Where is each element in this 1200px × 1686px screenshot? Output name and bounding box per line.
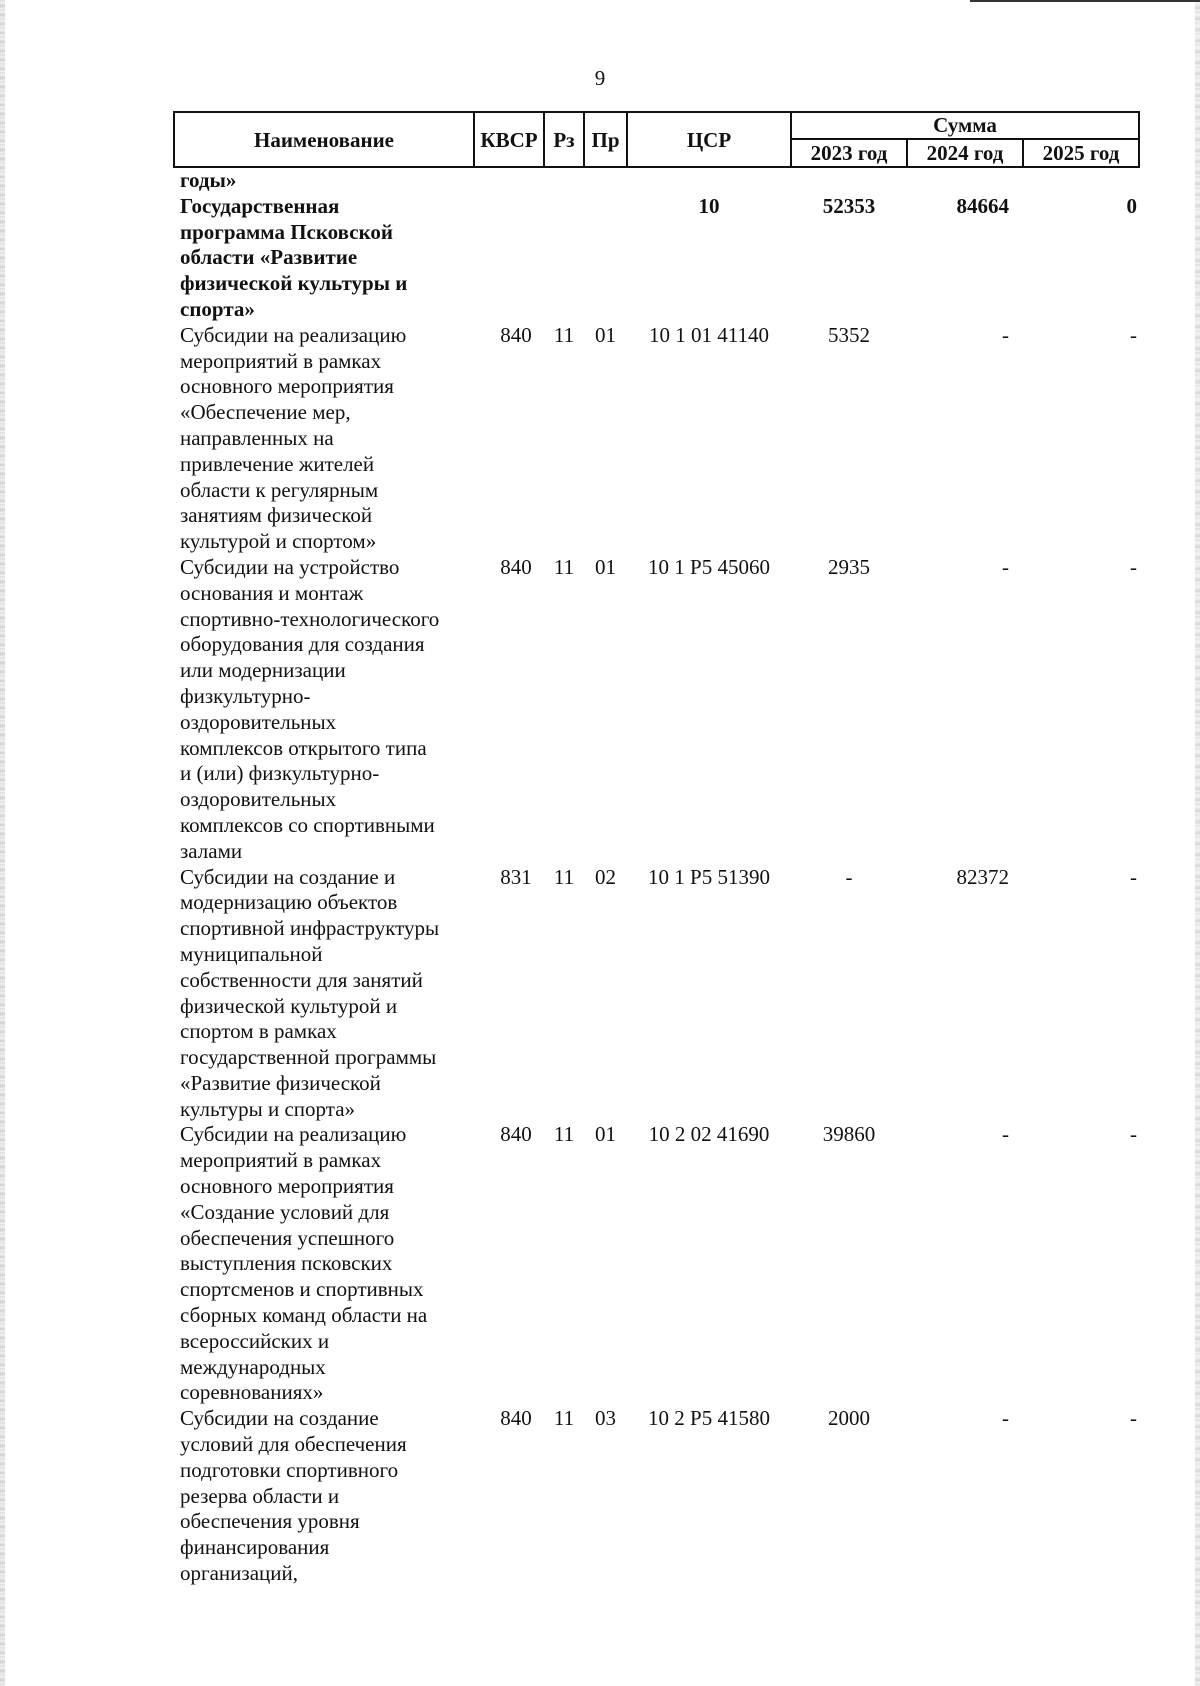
row-sum-2024: - — [1002, 1406, 1009, 1431]
row-name-line: Субсидии на создание — [180, 1406, 379, 1431]
row-name — [174, 555, 474, 865]
row-name-line: мероприятий в рамках — [180, 1148, 382, 1173]
row-kvsr: 840 — [500, 322, 532, 347]
header-pr: Пр — [584, 112, 627, 167]
budget-table — [173, 111, 1140, 1587]
row-name-line: Субсидии на создание и — [180, 864, 396, 889]
header-year-2025: 2025 год — [1023, 139, 1139, 167]
header-year-2023: 2023 год — [791, 139, 907, 167]
row-sum-2025: - — [1130, 322, 1137, 347]
row-name-line: годы» — [180, 168, 237, 192]
row-name-line: области к регулярным — [180, 477, 379, 502]
row-pr: 01 — [595, 554, 616, 579]
row-csr: 10 1 Р5 51390 — [648, 864, 770, 889]
row-kvsr: 840 — [500, 554, 532, 579]
header-rz: Рз — [544, 112, 584, 167]
row-sum-2025: - — [1130, 864, 1137, 889]
row-name-line: культурой и спортом» — [180, 529, 377, 554]
row-name — [174, 167, 474, 323]
row-name-line: организаций, — [180, 1561, 298, 1586]
table-header — [174, 112, 1139, 167]
row-name-line: программа Псковской — [180, 219, 394, 244]
row-sum-2023: 52353 — [822, 194, 876, 218]
row-name — [174, 1406, 474, 1587]
row-sum-2025: 0 — [1126, 194, 1137, 218]
row-rz — [544, 167, 584, 323]
table-body — [174, 167, 1139, 1587]
row-name-line: оздоровительных — [180, 709, 337, 734]
row-sum-2023: 39860 — [822, 1122, 876, 1147]
row-pr: 01 — [595, 1122, 616, 1147]
row-name-line: оздоровительных — [180, 787, 337, 812]
row-kvsr: 831 — [500, 864, 532, 889]
row-name-line: соревнованиях» — [180, 1380, 324, 1405]
row-name-line: залами — [180, 838, 243, 863]
row-rz: 11 — [553, 1122, 575, 1147]
row-name-line: «Обеспечение мер, — [180, 400, 351, 425]
row-rz: 11 — [553, 864, 575, 889]
row-name — [174, 323, 474, 555]
row-name-line: основания и монтаж — [180, 580, 364, 605]
row-name-line: муниципальной — [180, 941, 323, 966]
scan-edge-right — [1195, 0, 1200, 1686]
row-pr — [584, 167, 627, 323]
row-name-line: физкультурно- — [180, 683, 311, 708]
row-name-line: комплексов со спортивными — [180, 812, 435, 837]
row-name-line: привлечение жителей — [180, 451, 375, 476]
header-csr: ЦСР — [627, 112, 791, 167]
row-name-line: направленных на — [180, 425, 334, 450]
scan-line-top — [970, 0, 1200, 2]
row-kvsr: 840 — [500, 1122, 532, 1147]
row-name-line: Субсидии на реализацию — [180, 322, 407, 347]
row-name-line: физической культуры и — [180, 271, 408, 296]
row-name-line: спортивно-технологического — [180, 606, 440, 631]
row-name-line: сборных команд области на — [180, 1303, 428, 1328]
row-kvsr — [474, 167, 544, 323]
row-name-line: и (или) физкультурно- — [180, 761, 380, 786]
row-sum-2024: - — [1002, 1122, 1009, 1147]
row-pr: 03 — [595, 1406, 616, 1431]
row-name-line: резерва области и — [180, 1483, 340, 1508]
scan-edge-left — [0, 0, 5, 1686]
row-rz: 11 — [553, 1406, 575, 1431]
row-name — [174, 865, 474, 1123]
row-csr: 10 2 Р5 41580 — [648, 1406, 770, 1431]
row-name-line: «Создание условий для — [180, 1199, 390, 1224]
row-name-line: Государственная — [180, 193, 340, 218]
row-sum-2025: - — [1130, 1406, 1137, 1431]
row-sum-2024: 84664 — [956, 194, 1009, 218]
row-name-line: основного мероприятия — [180, 374, 394, 399]
row-name-line: модернизацию объектов — [180, 890, 398, 915]
table-row — [174, 865, 1139, 1123]
row-rz: 11 — [553, 554, 575, 579]
row-pr: 02 — [595, 864, 616, 889]
row-name-line: обеспечения уровня — [180, 1509, 360, 1534]
row-name-line: спортом в рамках — [180, 1019, 337, 1044]
row-name-line: условий для обеспечения — [180, 1432, 407, 1457]
row-name-line: спортивной инфраструктуры — [180, 916, 440, 941]
row-name-line: «Развитие физической — [180, 1070, 381, 1095]
row-name-line: собственности для занятий — [180, 967, 423, 992]
row-pr: 01 — [595, 322, 616, 347]
row-name-line: Субсидии на реализацию — [180, 1122, 407, 1147]
header-kvsr: КВСР — [474, 112, 544, 167]
row-csr: 10 — [698, 194, 720, 218]
row-sum-2024: 82372 — [956, 864, 1009, 889]
header-name: Наименование — [174, 112, 474, 167]
row-name-line: всероссийских и — [180, 1328, 330, 1353]
row-sum-2023: 2000 — [828, 1406, 870, 1431]
table-row — [174, 555, 1139, 865]
row-name-line: спорта» — [180, 296, 255, 321]
row-name-line: культуры и спорта» — [180, 1096, 356, 1121]
row-name-line: мероприятий в рамках — [180, 348, 382, 373]
table-row — [174, 1406, 1139, 1587]
table-row — [174, 1122, 1139, 1406]
row-name-line: области «Развитие — [180, 245, 358, 270]
row-sum-2023: 2935 — [828, 554, 870, 579]
row-sum-2025: - — [1130, 554, 1137, 579]
row-sum-2023: 5352 — [828, 322, 870, 347]
row-name — [174, 1122, 474, 1406]
row-sum-2024: - — [1002, 554, 1009, 579]
row-name-line: оборудования для создания — [180, 632, 425, 657]
row-csr: 10 2 02 41690 — [648, 1122, 770, 1147]
row-csr: 10 1 01 41140 — [649, 322, 769, 347]
row-name-line: или модернизации — [180, 658, 346, 683]
table-row — [174, 167, 1139, 323]
row-csr: 10 1 Р5 45060 — [648, 554, 770, 579]
row-name-line: Субсидии на устройство — [180, 554, 400, 579]
row-name-line: государственной программы — [180, 1045, 437, 1070]
row-name-line: международных — [180, 1354, 326, 1379]
row-name-line: подготовки спортивного — [180, 1457, 399, 1482]
row-name-line: спортсменов и спортивных — [180, 1277, 424, 1302]
header-sum: Сумма — [791, 112, 1139, 139]
row-name-line: выступления псковских — [180, 1251, 393, 1276]
row-name-line: занятиям физической — [180, 503, 373, 528]
row-sum-2023: - — [845, 864, 853, 889]
row-sum-2025: - — [1130, 1122, 1137, 1147]
row-name-line: комплексов открытого типа — [180, 735, 427, 760]
row-name-line: физической культурой и — [180, 993, 398, 1018]
row-rz: 11 — [553, 322, 575, 347]
row-name-line: финансирования — [180, 1535, 330, 1560]
row-sum-2024: - — [1002, 322, 1009, 347]
row-kvsr: 840 — [500, 1406, 532, 1431]
header-year-2024: 2024 год — [907, 139, 1023, 167]
row-name-line: обеспечения успешного — [180, 1225, 395, 1250]
row-name-line: основного мероприятия — [180, 1174, 394, 1199]
table-row — [174, 323, 1139, 555]
page-number: 9 — [594, 66, 606, 90]
